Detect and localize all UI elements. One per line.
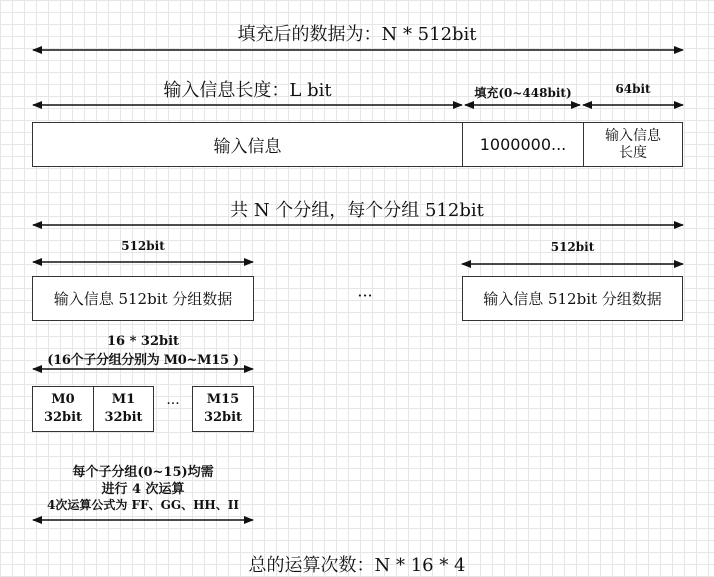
group-box-left-text: 输入信息 512bit 分组数据 [53,290,233,308]
rounds-line1: 每个子分组(0~15)均需 [72,465,214,480]
total-ops-label: 总的运算次数：N * 16 * 4 [248,555,466,576]
group-box-right-text: 输入信息 512bit 分组数据 [483,290,662,308]
group-size-right-label: 512bit [550,240,595,254]
subgroup-box-m1 [93,386,154,432]
padding-label: 填充(0~448bit) [474,86,572,100]
input-info-text: 输入信息 [213,137,282,157]
subgroup-m15-name: M15 [206,392,240,407]
padding-bits-box [462,122,584,167]
subgroup-box-m15 [192,386,254,432]
subgroup-m15-bits: 32bit [203,410,243,425]
rounds-line3: 4次运算公式为 FF、GG、HH、II [47,498,239,512]
group-ellipsis: ··· [357,286,373,305]
padded-total-label: 填充后的数据为：N * 512bit [237,24,477,45]
group-count-label: 共 N 个分组，每个分组 512bit [230,200,484,221]
group-box-right [462,276,683,321]
length-field-label: 64bit [615,82,651,96]
input-info-box [32,122,463,167]
subgroup-m1-name: M1 [111,392,136,407]
subgroup-m0-name: M0 [51,392,75,407]
subgroup-size-label: 16 * 32bit [106,334,180,349]
subgroup-desc-label: (16个子分组分别为 M0~M15 ) [47,353,239,368]
subgroup-m0-bits: 32bit [43,410,83,425]
input-length-label: 输入信息长度：L bit [163,80,332,101]
subgroup-box-m0 [32,386,94,432]
group-size-left-label: 512bit [121,239,165,253]
length-field-box [583,122,683,167]
length-field-line2: 长度 [619,144,647,161]
group-box-left [32,276,254,321]
subgroup-ellipsis: ··· [166,396,180,412]
rounds-line2: 进行 4 次运算 [101,482,185,497]
padding-bits-text: 1000000... [479,135,567,154]
length-field-line1: 输入信息 [605,127,661,144]
subgroup-m1-bits: 32bit [104,410,143,425]
